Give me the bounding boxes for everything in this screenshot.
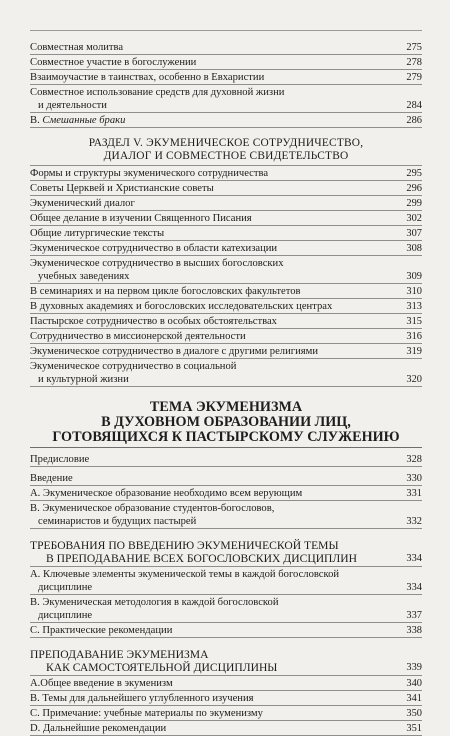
- toc-entry-page: 295: [406, 168, 422, 179]
- toc-entry-title-italic: Смешанные браки: [42, 115, 126, 126]
- toc-entry-title: Экуменический диалог: [30, 198, 135, 209]
- toc-entry[interactable]: [30, 467, 422, 486]
- toc-entry[interactable]: [30, 256, 422, 284]
- toc-entry-title: Пастырское сотрудничество в особых обстоятельствах: [30, 316, 277, 327]
- toc-entry-title: B. Экуменическое образование студентов-богословов,: [30, 503, 275, 514]
- toc-entry[interactable]: [30, 211, 422, 226]
- toc-entry[interactable]: [30, 706, 422, 721]
- toc-entry-title: Общие литургические тексты: [30, 228, 165, 239]
- toc-entry-page: 334: [406, 582, 422, 593]
- toc-entry-page: 337: [406, 610, 422, 621]
- part-title-line3: ГОТОВЯЩИХСЯ К ПАСТЫРСКОМУ СЛУЖЕНИЮ: [52, 429, 400, 445]
- toc-entry-page: 320: [406, 374, 422, 385]
- chapter-heading-line2: КАК САМОСТОЯТЕЛЬНОЙ ДИСЦИПЛИНЫ: [46, 661, 278, 674]
- toc-entry-page: 332: [406, 516, 422, 527]
- section-heading-line2: ДИАЛОГ И СОВМЕСТНОЕ СВИДЕТЕЛЬСТВО: [103, 150, 349, 162]
- toc-entry-title: Сотрудничество в миссионерской деятельности: [30, 331, 246, 342]
- toc-entry[interactable]: [30, 721, 422, 736]
- toc-entry-title: Введение: [30, 473, 73, 484]
- toc-entry-title: Совместное использование средств для духовной жизни: [30, 87, 285, 98]
- toc-entry-title: A.Общее введение в экуменизм: [30, 678, 173, 689]
- toc-entry-page: 313: [406, 301, 422, 312]
- toc-entry-page: 341: [406, 693, 422, 704]
- toc-entry-page: 286: [406, 115, 422, 126]
- toc-entry[interactable]: [30, 595, 422, 623]
- chapter-heading[interactable]: [30, 638, 422, 676]
- toc-entry-title: Предисловие: [30, 454, 90, 465]
- toc-entry-title-cont: дисциплине: [38, 582, 93, 593]
- toc-entry-page: 302: [406, 213, 422, 224]
- section-heading-line1: РАЗДЕЛ V. ЭКУМЕНИЧЕСКОЕ СОТРУДНИЧЕСТВО,: [88, 137, 364, 149]
- toc-entry-page: 331: [406, 488, 422, 499]
- toc-entry-title-cont: и деятельности: [38, 100, 107, 111]
- toc-entry-title: Экуменическое сотрудничество в социальной: [30, 361, 237, 372]
- toc-entry-page: 309: [406, 271, 422, 282]
- toc-entry-title: A. Экуменическое образование необходимо всем верующим: [30, 488, 303, 499]
- toc-entry[interactable]: [30, 486, 422, 501]
- toc-entry[interactable]: [30, 181, 422, 196]
- chapter-heading-line1: ТРЕБОВАНИЯ ПО ВВЕДЕНИЮ ЭКУМЕНИЧЕСКОЙ ТЕМЫ: [30, 539, 339, 552]
- part-title-line2: В ДУХОВНОМ ОБРАЗОВАНИИ ЛИЦ,: [101, 414, 351, 430]
- chapter-heading-page: 334: [406, 553, 422, 564]
- toc-entry-page: 299: [406, 198, 422, 209]
- chapter-heading-line2: В ПРЕПОДАВАНИЕ ВСЕХ БОГОСЛОВСКИХ ДИСЦИПЛИН: [46, 552, 358, 565]
- toc-entry[interactable]: [30, 113, 422, 128]
- toc-entry[interactable]: [30, 501, 422, 529]
- toc-entry[interactable]: [30, 299, 422, 314]
- toc-entry[interactable]: [30, 623, 422, 638]
- toc-entry-page: 330: [406, 473, 422, 484]
- toc-entry-title: Общее делание в изучении Священного Писания: [30, 213, 252, 224]
- toc-entry[interactable]: [30, 284, 422, 299]
- toc-entry[interactable]: [30, 448, 422, 467]
- toc-entry-page: 351: [406, 723, 422, 734]
- toc-entry-title: D. Дальнейшие рекомендации: [30, 723, 167, 734]
- toc-entry-title: Взаимоучастие в таинствах, особенно в Евхаристии: [30, 72, 265, 83]
- toc-entry-page: 279: [406, 72, 422, 83]
- toc-entry-title-cont: учебных заведениях: [38, 271, 130, 282]
- toc-entry[interactable]: [30, 55, 422, 70]
- toc-entry-title: B. Экуменическая методология в каждой богословской: [30, 597, 279, 608]
- chapter-heading-page: 339: [406, 662, 422, 673]
- toc-entry[interactable]: [30, 344, 422, 359]
- section-heading: [30, 128, 422, 166]
- toc-entry[interactable]: [30, 359, 422, 387]
- toc-entry-title-cont: и культурной жизни: [38, 374, 129, 385]
- toc-entry[interactable]: [30, 676, 422, 691]
- toc-entry-title: C. Практические рекомендации: [30, 625, 173, 636]
- toc-entry[interactable]: [30, 567, 422, 595]
- toc-entry-title: Советы Церквей и Христианские советы: [30, 183, 214, 194]
- toc-entry-page: 308: [406, 243, 422, 254]
- toc-entry[interactable]: [30, 314, 422, 329]
- toc-entry-title: Экуменическое сотрудничество в области катехизации: [30, 243, 278, 254]
- toc-entry-page: 307: [406, 228, 422, 239]
- toc-entry-title: A. Ключевые элементы экуменической темы в каждой богословской: [30, 569, 340, 580]
- toc-entry[interactable]: [30, 85, 422, 113]
- toc-entry-title: В духовных академиях и богословских исследовательских центрах: [30, 301, 333, 312]
- toc-entry-title: В семинариях и на первом цикле богословских факультетов: [30, 286, 301, 297]
- toc-entry-page: 296: [406, 183, 422, 194]
- toc-entry-title: B. Темы для дальнейшего углубленного изучения: [30, 693, 254, 704]
- toc-entry-title: Совместная молитва: [30, 42, 124, 53]
- chapter-heading-line1: ПРЕПОДАВАНИЕ ЭКУМЕНИЗМА: [30, 648, 209, 661]
- toc-entry-page: 328: [406, 454, 422, 465]
- table-of-contents: [30, 36, 422, 736]
- toc-entry-title: Экуменическое сотрудничество в высших богословских: [30, 258, 284, 269]
- toc-entry-title: C. Примечание: учебные материалы по экуменизму: [30, 708, 263, 719]
- toc-entry-page: 319: [406, 346, 422, 357]
- toc-entry-title: Совместное участие в богослужении: [30, 57, 197, 68]
- toc-entry[interactable]: [30, 196, 422, 211]
- toc-entry[interactable]: [30, 226, 422, 241]
- toc-entry[interactable]: [30, 241, 422, 256]
- toc-entry[interactable]: [30, 70, 422, 85]
- toc-entry-title-cont: дисциплине: [38, 610, 93, 621]
- toc-entry-page: 275: [406, 42, 422, 53]
- toc-entry-page: 340: [406, 678, 422, 689]
- toc-entry-title: Формы и структуры экуменического сотрудничества: [30, 168, 269, 179]
- toc-entry-page: 315: [406, 316, 422, 327]
- toc-entry-page: 310: [406, 286, 422, 297]
- toc-entry-page: 350: [406, 708, 422, 719]
- part-title: [30, 387, 422, 448]
- toc-entry-page: 338: [406, 625, 422, 636]
- toc-entry-page: 316: [406, 331, 422, 342]
- toc-entry-title: Экуменическое сотрудничество в диалоге с другими религиями: [30, 346, 318, 357]
- top-rule: [30, 30, 422, 31]
- toc-entry[interactable]: [30, 691, 422, 706]
- toc-entry[interactable]: [30, 166, 422, 181]
- toc-entry-page: 284: [406, 100, 422, 111]
- toc-entry-title: B.: [30, 115, 43, 126]
- toc-entry-page: 278: [406, 57, 422, 68]
- chapter-heading[interactable]: [30, 529, 422, 567]
- toc-entry[interactable]: [30, 40, 422, 55]
- toc-entry[interactable]: [30, 329, 422, 344]
- toc-entry-title-cont: семинаристов и будущих пастырей: [38, 516, 197, 527]
- part-title-line1: ТЕМА ЭКУМЕНИЗМА: [149, 399, 303, 415]
